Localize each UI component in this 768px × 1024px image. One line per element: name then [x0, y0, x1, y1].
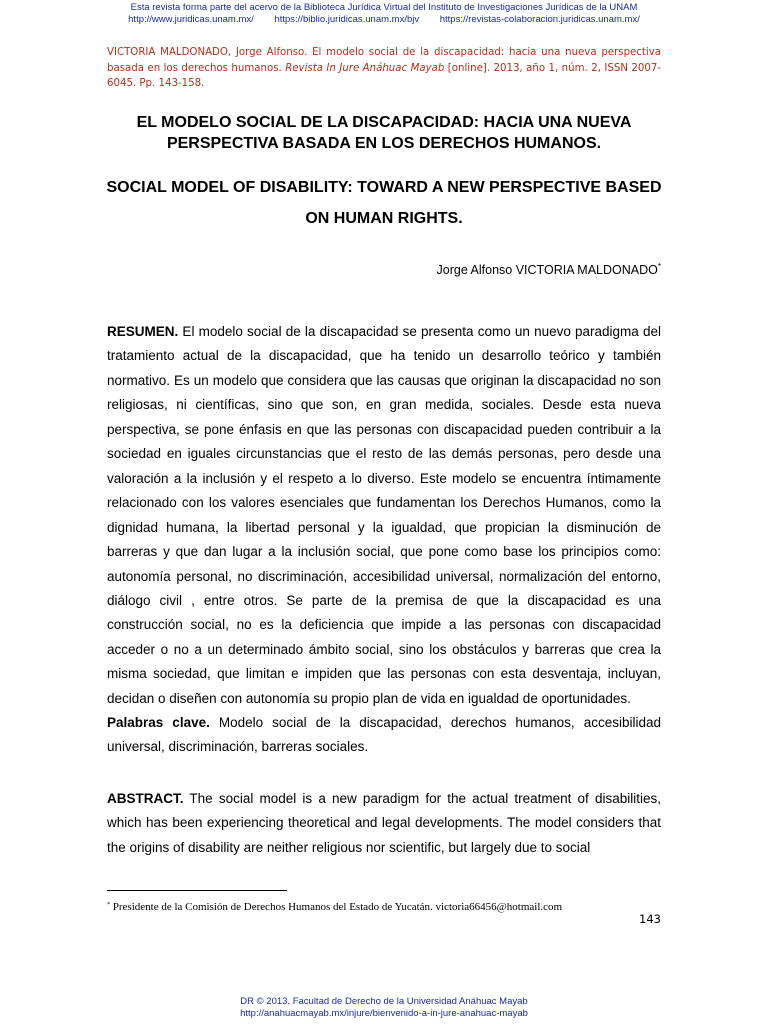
- citation-details: [online]. 2013, año 1, núm. 2, ISSN 2007-6045. Pp. 143-158.: [107, 62, 661, 89]
- resumen-text: El modelo social de la discapacidad se presenta como un nuevo paradigma del tratamiento actual de la discapacidad, que ha tenido un desarrollo teórico y también normativo. Es un modelo que considera que las causas que originan la discapacidad no son religiosas, ni científicas, sino que son, en gran medida, sociales. Desde esta nueva perspectiva, se pone énfasis en que las personas con discapacidad pueden contribuir a la sociedad en iguales circunstancias que el resto de las demás personas, pero desde una valoración a la inclusión y el respeto a lo diverso. Este modelo se encuentra íntimamente relacionado con los valores esenciales que fundamentan los Derechos Humanos, como la dignidad humana, la libertad personal y la igualdad, que propician la disminución de barreras y que dan lugar a la inclusión social, que pone como base los principios como: autonomía personal, no discriminación, accesibilidad universal, normalización del entorno, diálogo civil , entre otros. Se parte de la premisa de que la discapacidad es una construcción social, no es la deficiencia que impide a las personas con discapacidad acceder o no a un determinado ámbito social, sino los obstáculos y barreras que crea la misma sociedad, que limitan e impiden que las personas con esta desventaja, incluyan, decidan o diseñen con autonomía su propio plan de vida en igualdad de oportunidades.: [107, 324, 661, 706]
- publisher-footer: [0, 996, 768, 1020]
- keywords-text: Modelo social de la discapacidad, derechos humanos, accesibilidad universal, discriminación, barreras sociales.: [107, 715, 661, 755]
- author-footnote-mark: *: [657, 262, 661, 271]
- footer-link[interactable]: http://anahuacmayab.mx/injure/bienvenido-a-in-jure-anahuac-mayab: [240, 1008, 528, 1019]
- footnote-mark: *: [107, 902, 110, 908]
- banner-link-revistas[interactable]: https://revistas-colaboracion.juridicas.unam.mx/: [439, 14, 640, 25]
- title-english: SOCIAL MODEL OF DISABILITY: TOWARD A NEW PERSPECTIVE BASED ON HUMAN RIGHTS.: [106, 179, 662, 227]
- keywords-label: Palabras clave.: [107, 715, 210, 730]
- abstract-text: The social model is a new paradigm for the actual treatment of disabilities, which has been experiencing theoretical and legal developments. The model considers that the origins of disability are neither religious nor scientific, but largely due to social: [107, 791, 661, 855]
- footnote-divider: [107, 890, 287, 891]
- banner-links: [0, 14, 768, 26]
- author-line: [437, 262, 662, 277]
- author-name: Jorge Alfonso VICTORIA MALDONADO: [436, 263, 658, 278]
- citation-journal: Revista In Jure Anáhuac Mayab: [285, 62, 445, 74]
- resumen-paragraph: [107, 320, 661, 711]
- footer-copyright: DR © 2013. Facultad de Derecho de la Universidad Anáhuac Mayab: [240, 996, 528, 1007]
- keywords-paragraph: [107, 711, 661, 760]
- repository-banner: [0, 0, 768, 26]
- banner-link-biblio[interactable]: https://biblio.juridicas.unam.mx/bjv: [274, 14, 420, 25]
- abstract-label: ABSTRACT.: [107, 791, 184, 806]
- banner-link-juridicas[interactable]: http://www.juridicas.unam.mx/: [128, 14, 254, 25]
- page-number: 143: [639, 912, 661, 926]
- citation-authors-title: VICTORIA MALDONADO, Jorge Alfonso. El modelo social de la discapacidad: hacia una nueva perspectiva basada en los derechos humanos.: [107, 47, 661, 74]
- footnote: [107, 898, 667, 914]
- banner-notice: Esta revista forma parte del acervo de la Biblioteca Jurídica Virtual del Instituto de Investigaciones Jurídicas de la UNAM: [130, 2, 638, 13]
- title-spanish: EL MODELO SOCIAL DE LA DISCAPACIDAD: HACIA UNA NUEVA PERSPECTIVA BASADA EN LOS DERECHOS HUMANOS.: [136, 114, 632, 152]
- resumen-label: RESUMEN.: [107, 324, 179, 339]
- citation: [107, 45, 661, 92]
- abstract-paragraph: [107, 787, 661, 860]
- footnote-text: Presidente de la Comisión de Derechos Humanos del Estado de Yucatán. victoria66456@hotmail.com: [110, 901, 563, 913]
